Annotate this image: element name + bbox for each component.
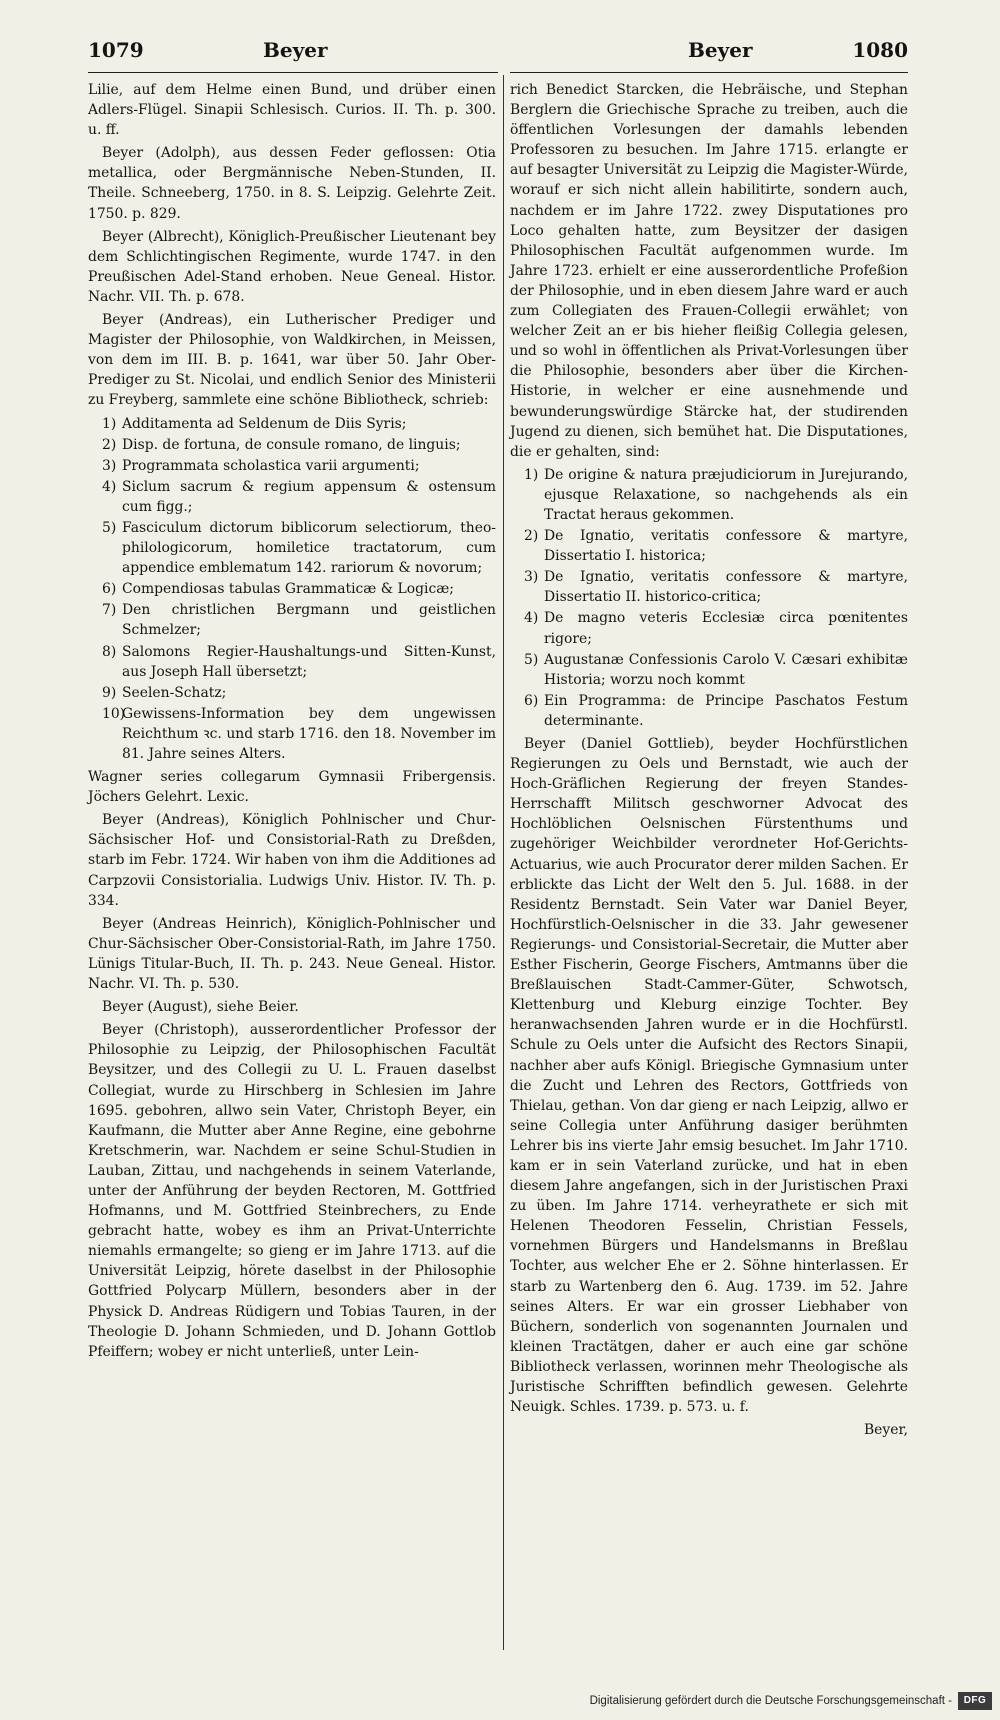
list-number: 3) bbox=[524, 569, 539, 586]
entry-beyer-albrecht: Beyer (Albrecht), Königlich-Preußischer Lieutenant bey dem Schlichtingischen Regimente, wurde 1747. in den Preußischen Adel-Stand erhoben. Neue Geneal. Histor. Nachr. VII. Th. p. 678. bbox=[88, 228, 496, 305]
disputations-list bbox=[510, 465, 908, 731]
list-text: Den christlichen Bergmann und geistlichen Schmelzer; bbox=[122, 602, 496, 639]
list-item bbox=[88, 579, 496, 599]
list-text: Siclum sacrum & regium appensum & ostensum cum figg.; bbox=[122, 478, 496, 515]
list-item bbox=[88, 683, 496, 703]
list-text: Compendiosas tabulas Grammaticæ & Logicæ; bbox=[122, 581, 454, 598]
entry-beyer-christoph: Beyer (Christoph), ausserordentlicher Professor der Philosophie zu Leipzig, der Philosophischen Facultät Beysitzer, und des Collegii zu U. L. Frauen daselbst Collegiat, wurde zu Hirschberg in Schlesien im Jahre 1695. gebohren, allwo sein Vater, Christoph Beyer, ein Kaufmann, die Mutter aber Anne Regine, eine gebohrne Kretschmerin, war. Nachdem er seine Schul-Studien in Lauban, Zittau, und nachgehends in seinem Vaterlande, unter der Anführung der beyden Rectoren, M. Gottfried Hofmanns, und M. Gottfried Steinbrechers, zu Ende gebracht hatte, wobey es ihm an Privat-Unterrichte niemahls ermangelte; so gieng er im Jahre 1713. auf die Universität Leipzig, hörete daselbst in der Philosophie Gottfried Polycarp Müllern, besonders aber in der Physick D. Andreas Rüdigern und Tobias Tauren, in der Theologie D. Johann Schmieden, und D. Johann Gottlob Pfeiffern; wobey er nicht unterließ, unter Lein- bbox=[88, 1022, 496, 1360]
page-number-left: 1079 bbox=[88, 38, 144, 62]
list-item bbox=[510, 691, 908, 731]
entry-beyer-andreas-heinrich: Beyer (Andreas Heinrich), Königlich-Pohlnischer und Chur-Sächsischer Ober-Consistorial-Rath, im Jahre 1750. Lünigs Titular-Buch, II. Th. p. 243. Neue Geneal. Histor. Nachr. VI. Th. p. 530. bbox=[88, 915, 496, 993]
list-text: Programmata scholastica varii argumenti; bbox=[122, 457, 420, 474]
entry-continuation: Lilie, auf dem Helme einen Bund, und drüber einen Adlers-Flügel. Sinapii Schlesisch. Curios. II. Th. p. 300. u. ff. bbox=[88, 82, 496, 139]
running-head-right: Beyer bbox=[688, 38, 753, 62]
list-number: 6) bbox=[102, 581, 117, 598]
list-item bbox=[88, 456, 496, 476]
funding-credit: Digitalisierung gefördert durch die Deutsche Forschungsgemeinschaft - bbox=[589, 1695, 952, 1707]
list-number: 4) bbox=[524, 610, 539, 627]
list-item bbox=[510, 567, 908, 607]
list-item bbox=[510, 465, 908, 525]
list-text: Additamenta ad Seldenum de Diis Syris; bbox=[122, 415, 407, 432]
entry-sources: Wagner series collegarum Gymnasii Fribergensis. Jöchers Gelehrt. Lexic. bbox=[88, 769, 496, 806]
list-item bbox=[510, 526, 908, 566]
catchword: Beyer, bbox=[863, 1422, 908, 1439]
list-number: 2) bbox=[102, 436, 117, 453]
list-text: Fasciculum dictorum biblicorum selectiorum, theo-philologicorum, homiletice tractatorum, cum appendice emblematum 142. rariorum & novorum; bbox=[122, 519, 496, 577]
works-list-andreas bbox=[88, 414, 496, 765]
list-number: 8) bbox=[102, 643, 117, 660]
entry-beyer-daniel-gottlieb: Beyer (Daniel Gottlieb), beyder Hochfürstlichen Regierungen zu Oels und Bernstadt, wie auch der Hoch-Gräflichen Regierung der freyen Standes-Herrschafft Militsch geschworner Advocat des Hochlöblichen Oelsnischen Fürstenthums und zugehöriger Weichbilder verordneter Hof-Gerichts-Actuarius, wie auch Procurator derer milden Sachen. Er erblickte das Licht der Welt den 5. Jul. 1688. in der Residentz Bernstadt. Sein Vater war Daniel Beyer, Hochfürstlich-Oelsnischer in die 33. Jahr gewesener Regierungs- und Consistorial-Secretair, die Mutter aber Esther Fischerin, George Fischers, Amtmanns über die Breßlauischen Stadt-Cammer-Güter, Schwotsch, Klettenburg und Kleburg einzige Tochter. Bey heranwachsenden Jahren wurde er in die Hochfürstl. Schule zu Oels unter die Aufsicht des Rectors Sinapii, nachher aber aufs Königl. Briegische Gymnasium unter die Zucht und Lehren des Rectors, Gottfrieds von Thielau, gethan. Von dar gieng er nach Leipzig, allwo er seine Collegia unter Anführung dasiger berühmten Lehrer bis ins vierte Jahr emsig besuchet. Im Jahr 1710. kam er in sein Vaterland zurücke, und hat in eben diesem Jahre angefangen, sich in der Juristischen Praxi zu üben. Im Jahre 1714. verheyrathete er sich mit Helenen Theodoren Fesselin, Christian Fessels, vornehmen Bürgers und Handelsmanns in Breßlau Tochter, aus welcher Ehe er 2. Söhne hinterlassen. Er starb zu Wartenberg den 6. Aug. 1739. im 52. Jahre seines Alters. Er war ein grosser Liebhaber von Büchern, sonderlich von sogenannten Journalen und kleinen Tractätgen, daher er auch eine gar schöne Bibliotheck verlassen, worinnen mehr Theologische als Juristische Schrifften befindlich gewesen. Gelehrte Neuigk. Schles. 1739. p. 573. u. f. bbox=[510, 736, 908, 1416]
list-number: 10) bbox=[102, 705, 126, 722]
list-item bbox=[88, 477, 496, 517]
left-column bbox=[88, 80, 496, 1365]
running-head-left: Beyer bbox=[263, 38, 328, 62]
list-number: 1) bbox=[524, 466, 539, 483]
list-number: 2) bbox=[524, 528, 539, 545]
entry-beyer-adolph: Beyer (Adolph), aus dessen Feder geflossen: Otia metallica, oder Bergmännische Neben-Stunden, II. Theile. Schneeberg, 1750. in 8. S. Leipzig. Gelehrte Zeit. 1750. p. 829. bbox=[88, 145, 496, 222]
list-item bbox=[88, 704, 496, 764]
list-text: De Ignatio, veritatis confessore & martyre, Dissertatio II. historico-critica; bbox=[544, 569, 908, 606]
footer bbox=[0, 1690, 1000, 1714]
list-text: De origine & natura præjudiciorum in Jurejurando, ejusque Relaxatione, so nachgehends als ein Tractat heraus gekommen. bbox=[544, 466, 908, 523]
list-item bbox=[510, 608, 908, 648]
header-rule-right bbox=[510, 72, 908, 73]
list-item bbox=[510, 650, 908, 690]
dfg-logo: DFG bbox=[958, 1692, 992, 1710]
list-text: Disp. de fortuna, de consule romano, de linguis; bbox=[122, 436, 461, 453]
column-divider bbox=[503, 75, 504, 1650]
list-item bbox=[88, 642, 496, 682]
list-item bbox=[88, 600, 496, 640]
list-number: 1) bbox=[102, 415, 117, 432]
list-text: De magno veteris Ecclesiæ circa pœnitentes rigore; bbox=[544, 610, 908, 647]
list-number: 3) bbox=[102, 457, 117, 474]
list-text: Ein Programma: de Principe Paschatos Festum determinante. bbox=[544, 692, 908, 729]
page-header bbox=[88, 38, 908, 72]
list-item bbox=[88, 435, 496, 455]
entry-beyer-andreas-prediger: Beyer (Andreas), ein Lutherischer Prediger und Magister der Philosophie, von Waldkirchen, in Meissen, von dem im III. B. p. 1641, war über 50. Jahr Ober-Prediger zu St. Nicolai, und endlich Senior des Ministerii zu Freyberg, sammlete eine schöne Bibliotheck, schrieb: bbox=[88, 312, 496, 409]
list-text: Gewissens-Information bey dem ungewissen Reichthum ꝛc. und starb 1716. den 18. November im 81. Jahre seines Alters. bbox=[122, 705, 496, 762]
list-number: 6) bbox=[524, 692, 539, 709]
list-number: 7) bbox=[102, 602, 117, 619]
list-text: Seelen-Schatz; bbox=[122, 684, 227, 701]
list-text: De Ignatio, veritatis confessore & martyre, Dissertatio I. historica; bbox=[544, 528, 908, 565]
entry-beyer-august: Beyer (August), siehe Beier. bbox=[102, 999, 299, 1016]
list-text: Augustanæ Confessionis Carolo V. Cæsari exhibitæ Historia; worzu noch kommt bbox=[544, 651, 908, 688]
entry-christoph-continuation: rich Benedict Starcken, die Hebräische, und Stephan Berglern die Griechische Sprache zu treiben, auch die öffentlichen Vorlesungen der damahls lebenden Professoren zu besuchen. Im Jahre 1715. erlangte er auf besagter Universität zu Leipzig die Magister-Würde, worauf er sich nicht allein habilitirte, sondern auch, nachdem er im Jahre 1722. zwey Disputationes pro Loco gehalten hatte, zum Beysitzer der dasigen Philosophischen Facultät aufgenommen wurde. Im Jahre 1723. erhielt er eine ausserordentliche Profeßion der Philosophie, und in eben diesem Jahre ward er auch zum Collegiaten des Frauen-Collegii erwählet; von welcher Zeit an er bis hieher fleißig Collegia gelesen, und so wohl in öffentlichen als Privat-Vorlesungen über die Philosophie, besonders aber über die Kirchen-Historie, in welcher er eine ausnehmende und bewunderungswürdige Stärcke hat, der studirenden Jugend zu dienen, sich bemühet hat. Die Disputationes, die er gehalten, sind: bbox=[510, 82, 908, 460]
header-rule-left bbox=[88, 72, 498, 73]
list-number: 4) bbox=[102, 478, 117, 495]
page-number-right: 1080 bbox=[852, 38, 908, 62]
list-text: Salomons Regier-Haushaltungs-und Sitten-Kunst, aus Joseph Hall übersetzt; bbox=[122, 643, 496, 680]
list-item bbox=[88, 414, 496, 434]
list-number: 5) bbox=[524, 651, 539, 668]
list-number: 9) bbox=[102, 684, 117, 701]
list-number: 5) bbox=[102, 519, 117, 536]
list-item bbox=[88, 518, 496, 578]
entry-beyer-andreas-rath: Beyer (Andreas), Königlich Pohlnischer und Chur-Sächsischer Hof- und Consistorial-Rath zu Dreßden, starb im Febr. 1724. Wir haben von ihm die Additiones ad Carpzovii Consistorialia. Ludwigs Univ. Histor. IV. Th. p. 334. bbox=[88, 812, 496, 909]
right-column bbox=[510, 80, 908, 1443]
